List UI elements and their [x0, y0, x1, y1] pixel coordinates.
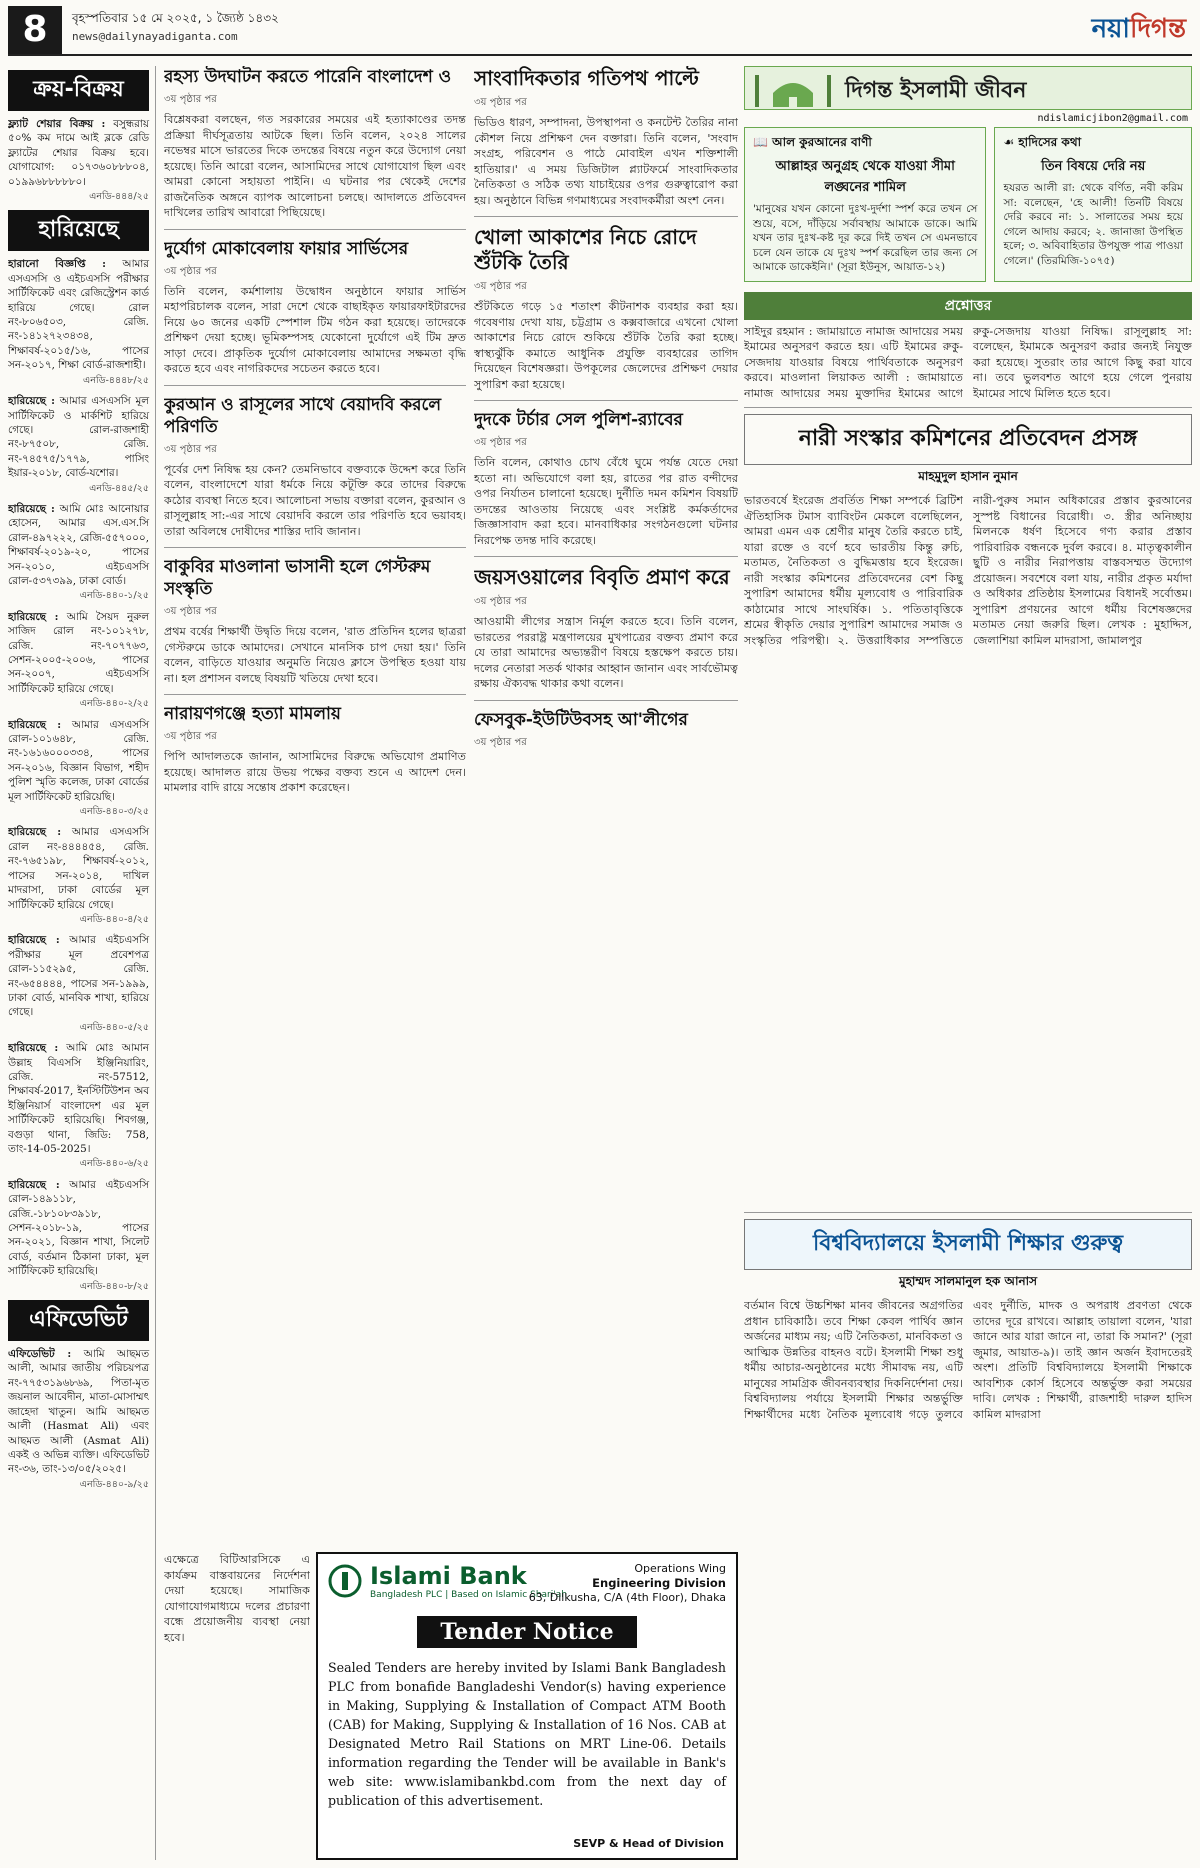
news-story [474, 709, 738, 763]
story-continuation: ৩য় পৃষ্ঠার পর [164, 265, 217, 277]
news-story [474, 565, 738, 701]
islami-bank-tender-ad [316, 1552, 738, 1860]
classified-item [8, 394, 149, 496]
classified-item [8, 1041, 149, 1172]
story-body-continued: এক্ষেত্রে বিটিআরসিকে এ কার্যক্রম বাস্তবায়নের নির্দেশনা দেয়া হয়েছে। সামাজিক যোগাযোগমাধ্যমে দলের প্রচারণা বন্ধে প্রয়োজনীয় ব্যবস্থা নেয়া হবে। [164, 1553, 310, 1644]
story-body: আওয়ামী লীগের সন্ত্রাস নির্মূল করতে হবে। তিনি বলেন, ভারতের পররাষ্ট্র মন্ত্রণালয়ের মুখপাত্রের বক্তব্য প্রমাণ করে যে তারা আমাদের অভ্যন্তরীণ বিষয়ে হস্তক্ষেপ করতে চায়। দলের নেতারা সতর্ক থাকার আহ্বান জানান এবং সার্বভৌমত্ব রক্ষায় ঐক্যবদ্ধ থাকার কথা বলেন। [474, 615, 738, 690]
page-number: 8 [8, 6, 62, 54]
classified-title: হারিয়েছে : [8, 1042, 59, 1055]
feature-author: মাহমুদুল হাসান নুমান [918, 469, 1018, 483]
islami-bank-logo-icon [328, 1564, 362, 1598]
classified-text: বসুন্ধরায় ৫০% কম দামে আই ব্লকে রেডি ফ্ল্যাটের শেয়ার বিক্রয় হবে। যোগাযোগ: ০১৭৩৬০৮৮৮০৪, ০১৯৯৬৮৮৮৮৮০। [8, 118, 149, 188]
classified-title: হারিয়েছে : [8, 395, 55, 408]
quran-label: 📖 আল কুরআনের বাণী [753, 135, 872, 149]
classified-title: ফ্ল্যাট শেয়ার বিক্রয় : [8, 118, 106, 130]
quran-box [744, 127, 986, 282]
ad-wing: Operations Wing [634, 1562, 726, 1575]
classified-ref: এনডি-৪৪০-৮/২৫ [79, 1280, 149, 1292]
mosque-icon [753, 71, 833, 107]
feature-body: বর্তমান বিশ্বে উচ্চশিক্ষা মানব জীবনের অগ্রগতির প্রধান চাবিকাঠি। তবে শিক্ষা কেবল পার্থিব জ্ঞান অর্জনের মাধ্যম নয়; এটি নৈতিকতা, মানবিকতা ও আত্মিক উন্নতির বাহনও বটে। ইসলামী শিক্ষা শুধু ধর্মীয় আচার-অনুষ্ঠানের মধ্যে সীমাবদ্ধ নয়, এটি মানুষের সামগ্রিক জীবনব্যবস্থার দিকনির্দেশনা দেয়। বিশ্ববিদ্যালয় পর্যায়ে ইসলামী শিক্ষার অন্তর্ভুক্তি শিক্ষার্থীদের মধ্যে নৈতিক মূল্যবোধ গড়ে তুলবে এবং দুর্নীতি, মাদক ও অপরাধ প্রবণতা থেকে তাদের দূরে রাখবে। আল্লাহ তায়ালা বলেন, 'যারা জানে আর যারা জানে না, তারা কি সমান?' (সূরা জুমার, আয়াত-৯)। তাই জ্ঞান অর্জন ইবাদতেরই অংশ। প্রতিটি বিশ্ববিদ্যালয়ে ইসলামী শিক্ষাকে আবশ্যিক কোর্স হিসেবে অন্তর্ভুক্ত করা সময়ের দাবি। লেখক : শিক্ষার্থী, রাজশাহী দারুল হাদিস কামিল মাদরাসা [744, 1299, 1192, 1421]
hadith-box [994, 127, 1192, 282]
classified-item [8, 117, 149, 204]
story-body: ভিডিও ধারণ, সম্পাদনা, উপস্থাপনা ও কনটেন্ট তৈরির নানা কৌশল নিয়ে প্রশিক্ষণ দেন বক্তারা। তিনি বলেন, 'সংবাদ সংগ্রহ, পরিবেশন ও পাঠে মোবাইল এখন শক্তিশালী হাতিয়ার।' এ সময় ডিজিটাল প্ল্যাটফর্মে সাংবাদিকতার নৈতিকতা ও সঠিক তথ্য যাচাইয়ের ওপর গুরুত্বারোপ করা হয়। অনুষ্ঠানে বিভিন্ন গণমাধ্যমের সংবাদকর্মীরা অংশ নেন। [474, 116, 738, 207]
story-continuation: ৩য় পৃষ্ঠার পর [474, 596, 527, 607]
ad-brand-sub: Bangladesh PLC | Based on Islamic Shari'ah [370, 1590, 567, 1600]
story-headline[interactable]: রহস্য উদঘাটন করতে পারেনি বাংলাদেশ ও [164, 67, 452, 87]
story-body: পিপি আদালতকে জানান, আসামিদের বিরুদ্ধে অভিযোগ প্রমাণিত হয়েছে। আদালত রায়ে উভয় পক্ষের বক্তব্য শুনে এ আদেশ দেন। মামলার বাদি রায়ে সন্তোষ প্রকাশ করেছেন। [164, 750, 466, 794]
classified-item [8, 502, 149, 604]
classified-ref: এনডি-৪৪০-১/২৫ [79, 590, 149, 602]
news-story [474, 66, 738, 217]
story-headline[interactable]: খোলা আকাশের নিচে রোদে শুঁটকি তৈরি [474, 225, 697, 274]
tender-notice-title: Tender Notice [417, 1616, 637, 1648]
story-body: পূর্বের দেশ নিষিদ্ধ হয় কেন? তেমনিভাবে বক্তব্যকে উদ্দেশ করে তিনি বলেন, বাংলাদেশে যারা ধর্মকে নিয়ে কটূক্তি করে তাদের বিরুদ্ধে কঠোর ব্যবস্থা নিতে হবে। আলোচনা সভায় বক্তারা বলেন, কুরআন ও রাসূলুল্লাহ সা:-এর সাথে বেয়াদবি করলে তার পরিণতি হবে ভয়াবহ। তারা অবিলম্বে দোষীদের শাস্তির দাবি জানান। [164, 462, 466, 538]
islamic-life-email[interactable]: ndislamicjibon2@gmail.com [1037, 113, 1188, 124]
news-story [164, 66, 466, 230]
dateline: বৃহস্পতিবার ১৫ মে ২০২৫, ১ জ্যৈষ্ঠ ১৪৩২ [72, 11, 279, 25]
ad-address: 63, Dilkusha, C/A (4th Floor), Dhaka [528, 1591, 726, 1604]
news-column-b [164, 66, 466, 1542]
classified-title: হারিয়েছে : [8, 934, 60, 947]
story-headline[interactable]: দুদকে টর্চার সেল পুলিশ-র‌্যাবের [474, 410, 683, 430]
news-story [164, 556, 466, 695]
hadith-text: হযরত আলী রা: থেকে বর্ণিত, নবী করিম সা: বলেছেন, 'হে আলী! তিনটি বিষয়ে দেরি করবে না: ১. সালাতের সময় হয়ে গেলে আদায় করবে; ২. জানাজা উপস্থিত হলে; ৩. অবিবাহিতার উপযুক্ত পাত্র পাওয়া গেলে।' (তিরমিজি-১০৭৫) [1003, 182, 1183, 267]
feature-headline[interactable]: বিশ্ববিদ্যালয়ে ইসলামী শিক্ষার গুরুত্ব [744, 1219, 1192, 1270]
buy-sell-heading: ক্রয়-বিক্রয় [8, 70, 149, 111]
ad-signature: SEVP & Head of Division [573, 1837, 724, 1850]
newspaper-logo [1092, 8, 1186, 52]
story-continuation: ৩য় পৃষ্ঠার পর [474, 736, 527, 748]
classified-text: আমি আছমত আলী, আমার জাতীয় পরিচয়পত্র নং-৭৭৫৩১৯৬৮৬৯, পিতা-মৃত জয়নাল আবেদীন, মাতা-মোসাম্মৎ জাহেদা খাতুন। আমি আছমত আলী (Hasmat Ali) এবং আছমত আলী (Asmat Ali) একই ও অভিন্ন ব্যক্তি। এফিডেভিট নং-৩৬, তাং-১৩/০৫/২০২৫। [8, 1348, 150, 1476]
classified-title: হারিয়েছে : [8, 610, 59, 623]
story-continuation: ৩য় পৃষ্ঠার পর [164, 606, 217, 617]
story-headline[interactable]: কুরআন ও রাসূলের সাথে বেয়াদবি করলে পরিণতি [164, 394, 441, 437]
ad-division-info [529, 1562, 726, 1605]
story-continuation: ৩য় পৃষ্ঠার পর [474, 437, 527, 448]
story-continuation: ৩য় পৃষ্ঠার পর [164, 731, 217, 742]
islamic-life-title: দিগন্ত ইসলামী জীবন [845, 78, 1027, 103]
classified-text: আমি সৈয়দ নুরুল সাজিদ রোল নং-১০১২৭৮, রেজি. নং-৭০৭৭৬৩, সেশন-২০০৫-২০০৬, পাসের সন-২০০৭, এইচএসসি সার্টিফিকেট হারিয়ে গেছে। [8, 610, 149, 695]
story-headline[interactable]: সাংবাদিকতার গতিপথ পাল্টে [474, 66, 699, 90]
classified-title: এফিডেভিট : [8, 1348, 72, 1361]
column-b-lower [164, 1552, 310, 1860]
story-body: শুঁটকিতে গড়ে ১৫ শতাংশ কীটনাশক ব্যবহার করা হয়। গবেষণায় দেখা যায়, চট্টগ্রাম ও কক্সবাজারে এখনো খোলা আকাশের নিচে রোদে শুকিয়ে শুঁটকি তৈরি করা হচ্ছে। স্বাস্থ্যঝুঁকি কমাতে আধুনিক প্রযুক্তি ব্যবহারের তাগিদ দিয়েছেন বিশেষজ্ঞরা। উপকূলের জেলেদের প্রশিক্ষণ দেয়ার সুপারিশ করা হয়েছে। [474, 300, 738, 391]
classified-text: আমার এইচএসসি পরীক্ষার মূল প্রবেশপত্র রোল-১১৫২৯৫, রেজি. নং-৬৫৪৪৪৪, পাসের সন-১৯৯৯, ঢাকা বোর্ড, মানবিক শাখা, হারিয়ে গেছে। [8, 934, 149, 1019]
classified-ref: এনডি-৪৪৫/২৫ [89, 482, 149, 494]
classified-title: হারিয়েছে : [8, 718, 62, 731]
lost-heading: হারিয়েছে [8, 210, 149, 251]
classified-text: আমার এসএসসি রোল-১০১৬৪৮, রেজি. নং-১৬১৬০০০৩৩৪, পাসের সন-২০১৬, বিজ্ঞান বিভাগ, শহীদ পুলিশ স্মৃতি কলেজ, ঢাকা বোর্ডের মূল সার্টিফিকেট হারিয়েছি। [8, 718, 150, 803]
story-continuation: ৩য় পৃষ্ঠার পর [474, 97, 527, 108]
story-headline[interactable]: জয়সওয়ালের বিবৃতি প্রমাণ করে [474, 565, 730, 589]
classified-text: আমার এসএসসি ও এইচএসসি পরীক্ষার সার্টিফিকেট এবং রেজিস্ট্রেশন কার্ড হারিয়ে গেছে। রোল নং-৮০৬৫০৩, রেজি. নং-১৪১২৭২৩৪৩৪, শিক্ষাবর্ষ-২০১৫/১৬, পাসের সন-২০১৭, শিক্ষা বোর্ড-রাজশাহী। [8, 258, 149, 372]
classified-ref: এনডি-৪৪০-৫/২৫ [79, 1021, 149, 1033]
story-headline[interactable]: নারায়ণগঞ্জে হত্যা মামলায় [164, 704, 341, 724]
classified-text: আমি মোঃ আনোয়ার হোসেন, আমার এস.এস.সি রোল-৪৯৭২২২, রেজি-৫৫৭০০০, শিক্ষাবর্ষ-২০১৯-২০, পাসের সন-২০১০, এইচএসসি রোল-৫৩৭৩৯৯, ঢাকা বোর্ড। [8, 502, 149, 587]
news-story [164, 703, 466, 804]
story-body: বিশ্লেষকরা বলছেন, গত সরকারের সময়ের এই হত্যাকাণ্ডের তদন্ত প্রক্রিয়া দীর্ঘসূত্রতায় আটকে ছিল। তিনি বলেন, ২০২৪ সালের নভেম্বর মাসে ভারতের দিকে তদন্তের বিষয়ে নতুন করে উদ্যোগ নেয়া হয়েছে। তিনি আরো বলেন, আসামিদের সাথে যোগাযোগ ছিল এবং আমরা কোনো সহায়তা পাইনি। এ ঘটনার পর থেকেই দেশের রাজনৈতিক অঙ্গনে ব্যাপক আলোচনা চলছে। আদালতে প্রতিবেদন দাখিলের তারিখ আবারো পিছিয়েছে। [164, 113, 466, 219]
story-headline[interactable]: ফেসবুক-ইউটিউবসহ আ'লীগের [474, 709, 688, 730]
qa-heading: প্রশ্নোত্তর [744, 292, 1192, 320]
classified-text: আমি মোঃ আমান উল্লাহ বিএসসি ইঞ্জিনিয়ারিং, রেজি. নং-57512, শিক্ষাবর্ষ-2017, ইনস্টিটিউশন অব ইঞ্জিনিয়ার্স বাংলাদেশ এর মূল সার্টিফিকেট হারিয়েছি। শিবগঞ্জ, বগুড়া থানা, জিডি: 758, তাং-14-05-2025। [8, 1042, 149, 1155]
ad-division: Engineering Division [592, 1576, 726, 1590]
masthead [8, 6, 1192, 56]
qa-text: সাইদুর রহমান : জামায়াতে নামাজ আদায়ের সময় ইমামের অনুসরণ করতে হয়। এটি ইমামের রুকু-সেজদায় যাওয়ার বিষয়ে পার্থিবতাকে অনুসরণ করবে। মাওলানা লিয়াকত আলী : জামায়াতে নামাজ আদায়ের সময় মুক্তাদির ইমামের আগে রুকু-সেজদায় যাওয়া নিষিদ্ধ। রাসূলুল্লাহ সা: বলেছেন, ইমামকে অনুসরণ করার জন্যই নিযুক্ত করা হয়েছে। সুতরাং তার আগে কিছু করা যাবে না। তবে ভুলবশত আগে হয়ে গেলে পুনরায় ইমামের সাথে মিলিত হতে হবে। [744, 324, 1192, 409]
hadith-title: তিন বিষয়ে দেরি নয় [1041, 159, 1146, 174]
classified-item [8, 1347, 149, 1492]
classified-text: আমার এইচএসসি রোল-১৪৯১১৮, রেজি.-১৮১০৮৩৯১৮, সেশন-২০১৮-১৯, পাসের সন-২০২১, বিজ্ঞান শাখা, সিলেট বোর্ড, বর্তমান ঠিকানা ঢাকা, মূল সার্টিফিকেট হারিয়েছি। [8, 1178, 149, 1278]
classified-text: আমার এসএসসি মূল সার্টিফিকেট ও মার্কশিট হারিয়ে গেছে। রোল-রাজশাহী নং-৮৭৫০৮, রেজি. নং-৭৪৫৭৫/১৭৭৯, পাসিং ইয়ার-২০১৮, বোর্ড-যশোর। [8, 395, 149, 480]
logo-accent-text: দিগন্ত [1129, 14, 1186, 44]
news-story [164, 238, 466, 386]
classified-title: হারিয়েছে : [8, 826, 62, 839]
tender-notice-body: Sealed Tenders are hereby invited by Islami Bank Bangladesh PLC from bonafide Bangladeshi Vendor(s) having experience in Making, Supplying & Installation of Compact ATM Booth (CAB) for Making, Supplying & Installation of 16 Nos. CAB at Designated Metro Rail Stations on MRT Line-06. Details information regarding the Tender will be available in Bank's web site: www.islamibankbd.com from the next day of publication of this advertisement. [328, 1660, 726, 1808]
classified-ref: এনডি-৪৪৪৮/২৫ [82, 374, 149, 386]
classified-item [8, 933, 149, 1035]
classified-item [8, 610, 149, 712]
story-body: তিনি বলেন, কোথাও চোখ বেঁধে ঘুমে পর্যন্ত যেতে দেয়া হতো না। অভিযোগে বলা হয়, রাতের পর রাত বন্দীদের ওপর নির্যাতন চালানো হয়েছে। দুর্নীতি দমন কমিশন বিষয়টি তদন্তের আওতায় নিয়েছে এবং সংশ্লিষ্ট কর্মকর্তাদের জিজ্ঞাসাবাদ করা হবে। মানবাধিকার সংগঠনগুলো ঘটনার নিরপেক্ষ তদন্ত দাবি করেছে। [474, 456, 738, 547]
islamic-life-banner [744, 66, 1192, 110]
story-continuation: ৩য় পৃষ্ঠার পর [164, 94, 217, 105]
story-headline[interactable]: দুর্যোগ মোকাবেলায় ফায়ার সার্ভিসের [164, 238, 409, 259]
story-headline[interactable]: বাকুবির মাওলানা ভাসানী হলে গেস্টরুম সংস্কৃতি [164, 557, 431, 599]
classified-item [8, 718, 149, 820]
classified-ref: এনডি-৪৪০-২/২৫ [79, 698, 149, 710]
hadith-label: ☙ হাদিসের কথা [1003, 135, 1082, 149]
islamic-life-column [744, 66, 1192, 1860]
quran-title: আল্লাহর অনুগ্রহ থেকে যাওয়া সীমা লঙ্ঘনের শামিল [775, 159, 955, 195]
classified-ref: এনডি-৪৪০-৪/২৫ [79, 913, 149, 925]
classified-item [8, 825, 149, 927]
story-continuation: ৩য় পৃষ্ঠার পর [164, 443, 217, 455]
logo-main-text: নয়া [1091, 14, 1130, 44]
story-continuation: ৩য় পৃষ্ঠার পর [474, 281, 527, 292]
story-body: তিনি বলেন, কর্মশালায় উদ্বোধন অনুষ্ঠানে ফায়ার সার্ভিস মহাপরিচালক বলেন, সারা দেশে থেকে বাছাইকৃত ফায়ারফাইটারদের নিয়ে ৬০ জনের একটি স্পেশাল টিম গঠন করা হয়েছে। তাদেরকে প্রশিক্ষণ দেয়া হচ্ছে। ভূমিকম্পসহ যেকোনো দুর্যোগে এই টিম দ্রুত সাড়া দেবে। প্রাকৃতিক দুর্যোগ মোকাবেলায় আমাদের সক্ষমতা বৃদ্ধি করতে হবে এবং নাগরিকদের সচেতন করতে হবে। [164, 284, 466, 375]
news-story [474, 225, 738, 401]
classified-item [8, 1178, 149, 1294]
classified-title: হারানো বিজ্ঞপ্তি : [8, 258, 106, 271]
classifieds-column [8, 66, 156, 1860]
quran-text: 'মানুষের যখন কোনো দুঃখ-দুর্দশা স্পর্শ করে তখন সে শুয়ে, বসে, দাঁড়িয়ে সর্বাবস্থায় আমাকে ডাকে। আমি যখন তার দুঃখ-কষ্ট দূর করে দিই তখন সে এমনভাবে চলে যেন তাকে যে দুঃখ স্পর্শ করেছিল তার জন্য সে আমাকে ডাকেইনি।' (সূরা ইউনুস, আয়াত-১২) [753, 203, 978, 273]
feature-author: মুহাম্মদ সালমানুল হক আনাস [898, 1274, 1038, 1288]
feature-headline[interactable]: নারী সংস্কার কমিশনের প্রতিবেদন প্রসঙ্গ [744, 414, 1192, 465]
classified-ref: এনডি-৪৪০-৩/২৫ [79, 806, 149, 818]
affidavit-heading: এফিডেভিট [8, 1300, 149, 1341]
classified-ref: এনডি-৪৪০-৯/২৫ [79, 1478, 149, 1490]
story-body: প্রথম বর্ষের শিক্ষার্থী উদ্বৃতি দিয়ে বলেন, 'রাত প্রতিদিন হলের ছাত্ররা গেস্টরুমে ডাকে আমাদের। সেখানে মানসিক চাপ দেয়া হয়।' তিনি বলেন, বাড়িতে যাওয়ার অনুমতি নিয়েও ক্লাসে উপস্থিত হওয়া যায় না। হল প্রশাসন বলছে বিষয়টি খতিয়ে দেখা হবে। [164, 625, 466, 685]
quran-hadith-section [744, 127, 1192, 288]
masthead-email[interactable]: news@dailynayadiganta.com [72, 30, 238, 43]
news-column-c [474, 66, 738, 1542]
classified-text: আমার এসএসসি রোল নং-৪৪৪৪৫৪, রেজি. নং-৭৬৫১৯৮, শিক্ষাবর্ষ-২০১২, পাসের সন-২০১৪, দাখিল মাদরাসা, ঢাকা বোর্ডের মূল সার্টিফিকেট হারিয়ে গেছে। [8, 826, 150, 911]
classified-ref: এনডি-৪৪৪/২৫ [89, 191, 149, 203]
feature-body: ভারতবর্ষে ইংরেজ প্রবর্তিত শিক্ষা সম্পর্কে ব্রিটিশ ঐতিহাসিক টমাস ব্যাবিংটন মেকলে বলেছিলেন, আমরা এমন এক শ্রেণীর মানুষ তৈরি করতে চাই, যারা রক্তে ও বর্ণে হবে ভারতীয় কিন্তু রুচি, মতামত, নৈতিকতা ও বুদ্ধিমত্তায় হবে ইংরেজ। নারী সংস্কার কমিশনের প্রতিবেদনের বেশ কিছু সুপারিশ আমাদের ধর্মীয় মূল্যবোধ ও পারিবারিক কাঠামোর সাথে সাংঘর্ষিক। ১. পতিতাবৃত্তিকে শ্রমের স্বীকৃতি দেয়ার সুপারিশ আমাদের সমাজ ও সংস্কৃতির পরিপন্থী। ২. উত্তরাধিকার সম্পত্তিতে নারী-পুরুষ সমান অধিকারের প্রস্তাব কুরআনের সুস্পষ্ট বিধানের বিরোধী। ৩. স্ত্রীর অনিচ্ছায় মিলনকে ধর্ষণ হিসেবে গণ্য করার প্রস্তাব পারিবারিক বন্ধনকে দুর্বল করবে। ৪. মাতৃত্বকালীন ছুটি ও নারীর নিরাপত্তায় বাস্তবসম্মত উদ্যোগ প্রয়োজন। সবশেষে বলা যায়, নারীর প্রকৃত মর্যাদা ও অধিকার প্রতিষ্ঠায় ইসলামের বিধানই সর্বোত্তম। সুপারিশ প্রণয়নের আগে ধর্মীয় বিশেষজ্ঞদের মতামত নেয়া জরুরি ছিল। লেখক : মুহাদ্দিস, জেলাশিয়া কামিল মাদরাসা, জামালপুর [744, 493, 1192, 1213]
classified-item [8, 257, 149, 388]
classified-title: হারিয়েছে : [8, 1178, 60, 1191]
classified-ref: এনডি-৪৪০-৬/২৫ [79, 1158, 149, 1170]
ad-brand-name: Islami Bank [370, 1562, 527, 1590]
classified-title: হারিয়েছে : [8, 502, 55, 515]
news-story [164, 394, 466, 549]
news-story [474, 409, 738, 557]
